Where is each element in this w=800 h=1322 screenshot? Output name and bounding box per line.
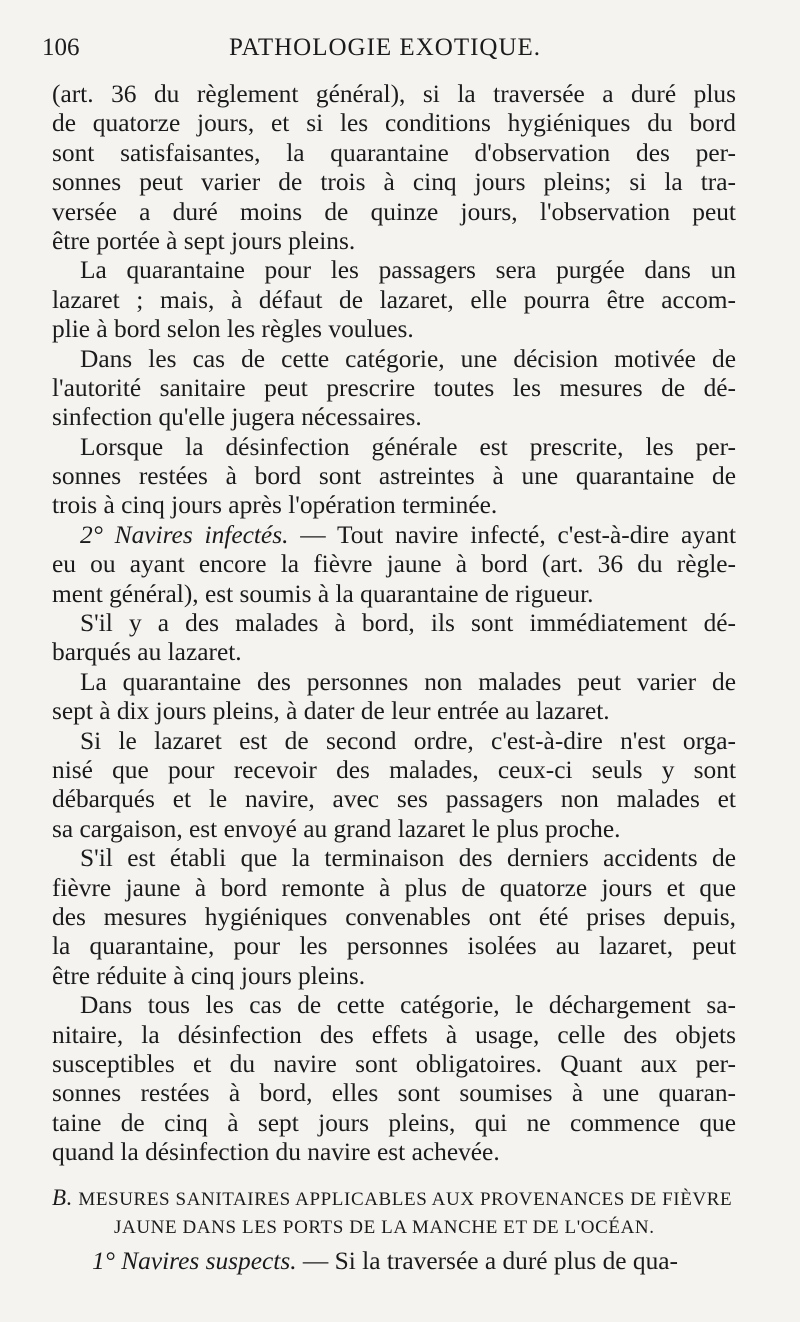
final-line-text: — Si la traversée a duré plus de qua- (296, 1247, 679, 1275)
text-line-content: Lorsque la désinfection générale est prescrite, les per- (80, 432, 736, 461)
text-line (52, 374, 736, 403)
text-line-content: — Tout navire infecté, c'est-à-dire ayant (288, 520, 737, 549)
text-line-content: fièvre jaune à bord remonte à plus de quatorze jours et que (52, 873, 736, 902)
page-header (40, 34, 730, 70)
final-line-lead: 1° Navires suspects. (92, 1247, 297, 1275)
text-line (52, 727, 736, 756)
text-line (52, 286, 736, 315)
text-line-content: trois à cinq jours après l'opération terminée. (52, 491, 498, 520)
italic-lead: 2° Navires infectés. (80, 520, 289, 549)
text-line (52, 491, 736, 520)
text-line-content: la quarantaine, pour les personnes isolées au lazaret, peut (52, 932, 736, 961)
page-number: 106 (42, 34, 80, 61)
body-text (52, 80, 736, 1167)
text-line (52, 844, 736, 873)
text-line (52, 550, 736, 579)
text-line-content: sonnes peut varier de trois à cinq jours pleins; si la tra- (52, 168, 736, 197)
text-line (52, 139, 736, 168)
text-line (52, 1109, 736, 1138)
text-line (52, 638, 736, 667)
text-line (52, 1050, 736, 1079)
section-heading-line-1 (52, 1184, 752, 1214)
text-line (52, 1079, 736, 1108)
text-line (52, 198, 736, 227)
text-line (52, 815, 736, 844)
section-heading-line-2: JAUNE DANS LES PORTS DE LA MANCHE ET DE L'OCÉAN. (114, 1217, 655, 1238)
text-line-content: des mesures hygiéniques convenables ont été prises depuis, (52, 902, 736, 931)
text-line-content: Dans les cas de cette catégorie, une décision motivée de (80, 344, 736, 373)
text-line (52, 433, 736, 462)
text-line (52, 227, 736, 256)
section-heading-text-1: MESURES SANITAIRES APPLICABLES AUX PROVENANCES DE FIÈVRE (73, 1189, 733, 1210)
text-line (52, 932, 736, 961)
text-line-content: lazaret ; mais, à défaut de lazaret, elle pourra être accom- (52, 285, 736, 314)
text-line-content: Dans tous les cas de cette catégorie, le déchargement sa- (80, 991, 736, 1020)
text-line-content: eu ou ayant encore la fièvre jaune à bord (art. 36 du règle- (52, 550, 736, 579)
text-line-content: La quarantaine pour les passagers sera purgée dans un (80, 256, 736, 285)
text-line-content: Si le lazaret est de second ordre, c'est-à-dire n'est orga- (80, 726, 736, 755)
text-line (52, 345, 736, 374)
text-line-content: être réduite à cinq jours pleins. (52, 961, 366, 990)
text-line (52, 668, 736, 697)
text-line (52, 109, 736, 138)
text-line (52, 256, 736, 285)
text-line (52, 80, 736, 109)
text-line-content: susceptibles et du navire sont obligatoires. Quant aux per- (52, 1049, 736, 1078)
text-line (52, 1021, 736, 1050)
text-line (52, 991, 736, 1020)
text-line-content: barqués au lazaret. (52, 638, 242, 667)
text-line-content: nisé que pour recevoir des malades, ceux-ci seuls y sont (52, 755, 736, 784)
text-line (52, 874, 736, 903)
text-line-content: de quatorze jours, et si les conditions hygiéniques du bord (52, 109, 736, 138)
text-line-content: taine de cinq à sept jours pleins, qui ne commence que (52, 1108, 736, 1137)
text-line (52, 903, 736, 932)
text-line (52, 756, 736, 785)
section-letter: B. (52, 1185, 73, 1210)
text-line (52, 697, 736, 726)
text-line-content: plie à bord selon les règles voulues. (52, 315, 414, 344)
text-line (52, 785, 736, 814)
text-line (52, 609, 736, 638)
text-line (52, 315, 736, 344)
final-line (92, 1247, 752, 1276)
text-line (52, 521, 736, 550)
text-line-content: ment général), est soumis à la quarantaine de rigueur. (52, 579, 594, 608)
text-line-content: sinfection qu'elle jugera nécessaires. (52, 403, 422, 432)
text-line-content: sept à dix jours pleins, à dater de leur entrée au lazaret. (52, 697, 610, 726)
text-line (52, 462, 736, 491)
text-line-content: nitaire, la désinfection des effets à usage, celle des objets (52, 1020, 736, 1049)
text-line (52, 403, 736, 432)
section-heading (52, 1184, 752, 1242)
text-line-content: quand la désinfection du navire est achevée. (52, 1138, 500, 1167)
text-line (52, 168, 736, 197)
text-line-content: débarqués et le navire, avec ses passagers non malades et (52, 785, 736, 814)
text-line-content: S'il y a des malades à bord, ils sont immédiatement dé- (80, 609, 736, 638)
text-line-content: sonnes restées à bord, elles sont soumises à une quaran- (52, 1079, 736, 1108)
text-line-content: (art. 36 du règlement général), si la traversée a duré plus (52, 80, 736, 108)
text-line-content: La quarantaine des personnes non malades peut varier de (80, 667, 736, 696)
text-line-content: versée a duré moins de quinze jours, l'observation peut (52, 197, 736, 226)
text-line (52, 962, 736, 991)
text-line-content: l'autorité sanitaire peut prescrire toutes les mesures de dé- (52, 373, 736, 402)
text-line (52, 1138, 736, 1167)
text-line-content: sa cargaison, est envoyé au grand lazaret le plus proche. (52, 814, 621, 843)
running-title: PATHOLOGIE EXOTIQUE. (228, 34, 542, 61)
text-line-content: être portée à sept jours pleins. (52, 226, 356, 255)
text-line-content: sonnes restées à bord sont astreintes à une quarantaine de (52, 462, 736, 491)
text-line (52, 580, 736, 609)
text-line-content: S'il est établi que la terminaison des derniers accidents de (80, 844, 736, 873)
text-line-content: sont satisfaisantes, la quarantaine d'observation des per- (52, 138, 736, 167)
